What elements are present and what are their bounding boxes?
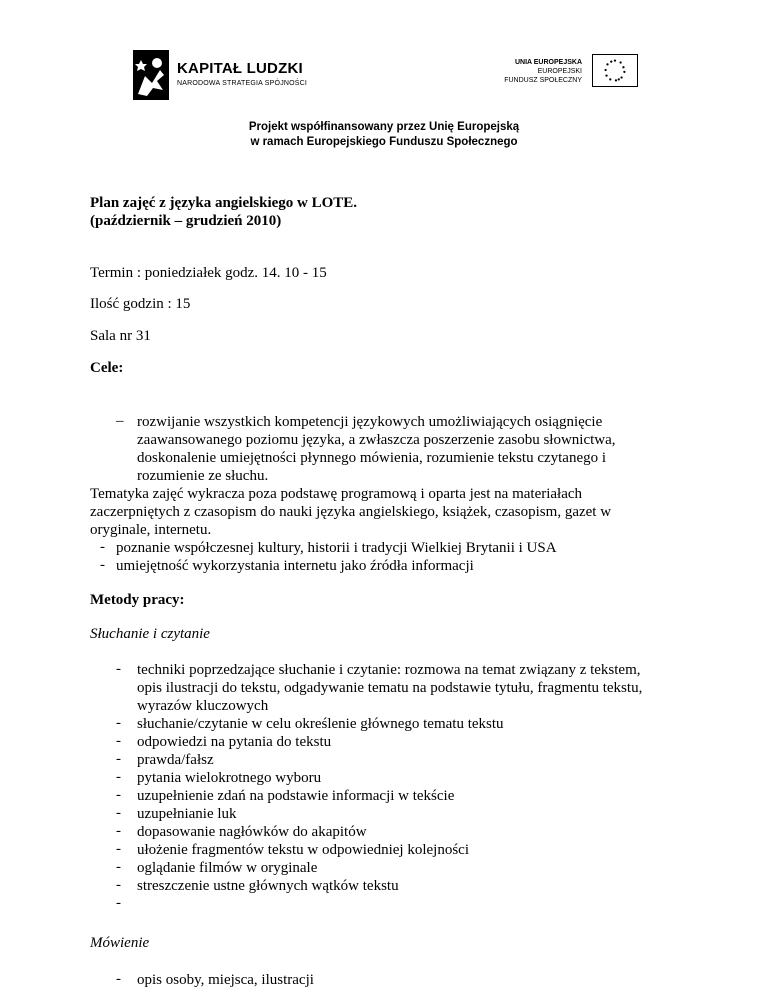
plan-title: Plan zajęć z języka angielskiego w LOTE. bbox=[90, 195, 358, 211]
list-item: słuchanie/czytanie w celu określenie głównego tematu tekstu bbox=[137, 716, 504, 732]
schedule-term: Termin : poniedziałek godz. 14. 10 - 15 bbox=[90, 265, 327, 281]
list-item-continued: opis ilustracji do tekstu, odgadywanie tematu na podstawie tytułu, fragmentu tekstu, bbox=[137, 680, 643, 696]
list-dash: - bbox=[116, 751, 121, 767]
list-item: ułożenie fragmentów tekstu w odpowiedniej kolejności bbox=[137, 842, 469, 858]
list-dash: - bbox=[116, 805, 121, 821]
list-dash: - bbox=[116, 895, 121, 911]
list-dash: - bbox=[116, 715, 121, 731]
methods-heading: Metody pracy: bbox=[90, 592, 185, 608]
list-item: opis osoby, miejsca, ilustracji bbox=[137, 972, 314, 988]
list-dash: - bbox=[116, 823, 121, 839]
list-dash: - bbox=[100, 557, 105, 573]
listening-reading-heading: Słuchanie i czytanie bbox=[90, 626, 210, 642]
list-item: uzupełnianie luk bbox=[137, 806, 237, 822]
eu-logo-text bbox=[504, 58, 582, 85]
list-dash: - bbox=[116, 661, 121, 677]
goal-line: rozwijanie wszystkich kompetencji językowych umożliwiających osiągnięcie bbox=[137, 414, 603, 430]
eu-logo-line-1: UNIA EUROPEJSKA bbox=[514, 59, 582, 66]
list-item: prawda/fałsz bbox=[137, 752, 214, 768]
sponsor-line-2: w ramach Europejskiego Funduszu Społecznego bbox=[250, 136, 518, 148]
paragraph-line: Tematyka zajęć wykracza poza podstawę programową i oparta jest na materiałach bbox=[90, 486, 583, 502]
list-item: techniki poprzedzające słuchanie i czytanie: rozmowa na temat związany z tekstem, bbox=[137, 662, 641, 678]
eu-logo-line-3: FUNDUSZ SPOŁECZNY bbox=[504, 77, 582, 84]
goal-line: doskonalenie umiejętności płynnego mówienia, rozumienie tekstu czytanego i bbox=[137, 450, 607, 466]
eu-logo bbox=[478, 54, 638, 90]
kapital-ludzki-title: KAPITAŁ LUDZKI bbox=[177, 60, 303, 77]
hours-count: Ilość godzin : 15 bbox=[90, 296, 191, 312]
goals-heading: Cele: bbox=[90, 360, 124, 376]
goal-line: zaawansowanego poziomu języka, a zwłaszcza poszerzenie zasobu słownictwa, bbox=[137, 432, 616, 448]
paragraph-line: oryginale, internetu. bbox=[90, 522, 212, 538]
list-dash: - bbox=[116, 733, 121, 749]
list-item: uzupełnienie zdań na podstawie informacji w tekście bbox=[137, 788, 455, 804]
list-item: odpowiedzi na pytania do tekstu bbox=[137, 734, 332, 750]
goal-item bbox=[137, 413, 677, 485]
kapital-ludzki-logo bbox=[133, 50, 313, 102]
sponsor-note bbox=[0, 120, 768, 150]
room-number: Sala nr 31 bbox=[90, 328, 151, 344]
list-item-continued: wyrazów kluczowych bbox=[137, 698, 269, 714]
plan-period: (październik – grudzień 2010) bbox=[90, 213, 282, 229]
eu-flag-icon bbox=[592, 54, 638, 87]
list-item: dopasowanie nagłówków do akapitów bbox=[137, 824, 367, 840]
eu-logo-line-2: EUROPEJSKI bbox=[537, 68, 582, 75]
list-dash: - bbox=[116, 859, 121, 875]
list-dash: - bbox=[100, 539, 105, 555]
list-dash: - bbox=[116, 769, 121, 785]
list-item: umiejętność wykorzystania internetu jako źródła informacji bbox=[116, 558, 474, 574]
list-item: pytania wielokrotnego wyboru bbox=[137, 770, 322, 786]
list-dash: - bbox=[116, 841, 121, 857]
sponsor-line-1: Projekt współfinansowany przez Unię Europejską bbox=[248, 121, 520, 133]
speaking-heading: Mówienie bbox=[90, 935, 150, 951]
goal-bullet: – bbox=[116, 413, 124, 429]
list-dash: - bbox=[116, 971, 121, 987]
list-item: oglądanie filmów w oryginale bbox=[137, 860, 318, 876]
list-dash: - bbox=[116, 787, 121, 803]
paragraph-line: zaczerpniętych z czasopism do nauki języka angielskiego, książek, czasopism, gazet w bbox=[90, 504, 612, 520]
kapital-ludzki-subtitle: NARODOWA STRATEGIA SPÓJNOŚCI bbox=[177, 80, 308, 87]
list-item: streszczenie ustne głównych wątków tekstu bbox=[137, 878, 399, 894]
list-dash: - bbox=[116, 877, 121, 893]
topics-paragraph bbox=[90, 485, 611, 539]
goal-line: rozumienie ze słuchu. bbox=[137, 468, 269, 484]
kapital-ludzki-emblem-icon bbox=[133, 50, 169, 100]
list-item: poznanie współczesnej kultury, historii i tradycji Wielkiej Brytanii i USA bbox=[116, 540, 557, 556]
